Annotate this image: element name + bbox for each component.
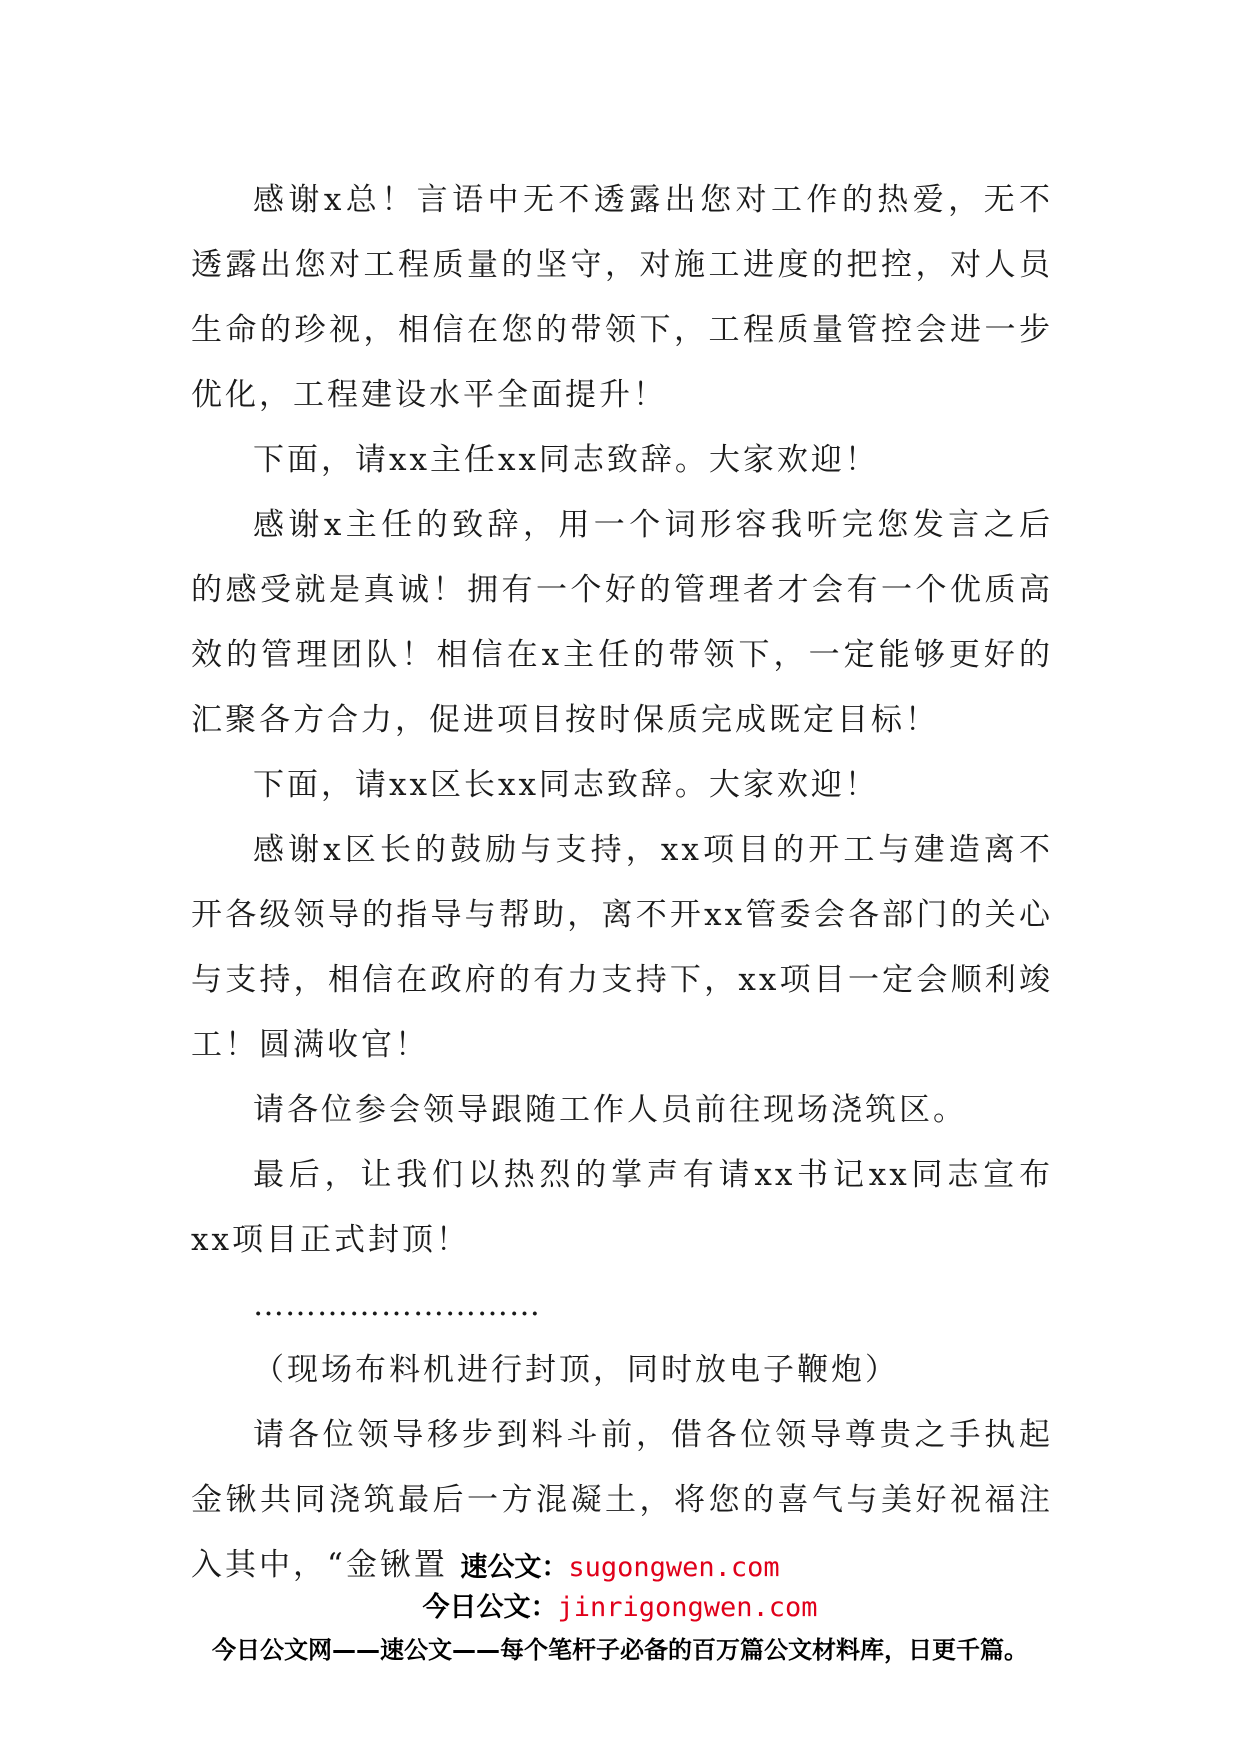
footer-slogan: 今日公文网——速公文——每个笔杆子必备的百万篇公文材料库，日更千篇。 <box>212 1636 1028 1664</box>
paragraph-2: 下面，请xx主任xx同志致辞。大家欢迎！ <box>253 442 879 478</box>
stage-direction: （现场布料机进行封顶，同时放电子鞭炮） <box>253 1352 899 1388</box>
footer-sugongwen-label: 速公文： <box>460 1552 569 1583</box>
footer-jinrigongwen <box>0 1585 1240 1624</box>
footer-jinrigongwen-link[interactable]: jinrigongwen.com <box>557 1592 818 1623</box>
paragraph-3: 感谢x主任的致辞，用一个词形容我听完您发言之后的感受就是真诚！拥有一个好的管理者才会有一个优质高效的管理团队！相信在x主任的带领下，一定能够更好的汇聚各方合力，促进项目按时保质完成既定目标！ <box>191 507 1053 738</box>
footer-sugongwen <box>0 1545 1240 1584</box>
paragraph-8: 请各位领导移步到料斗前，借各位领导尊贵之手执起金锹共同浇筑最后一方混凝土，将您的喜气与美好祝福注入其中，“金锹置 <box>191 1417 1053 1583</box>
footer-jinrigongwen-label: 今日公文： <box>422 1592 558 1623</box>
footer-sugongwen-link[interactable]: sugongwen.com <box>568 1552 780 1583</box>
ellipsis-separator: ……………………… <box>253 1287 541 1323</box>
paragraph-4: 下面，请xx区长xx同志致辞。大家欢迎！ <box>253 767 879 803</box>
document-body <box>191 168 1053 1598</box>
paragraph-5: 感谢x区长的鼓励与支持，xx项目的开工与建造离不开各级领导的指导与帮助，离不开xx管委会各部门的关心与支持，相信在政府的有力支持下，xx项目一定会顺利竣工！圆满收官！ <box>191 832 1053 1063</box>
paragraph-1: 感谢x总！言语中无不透露出您对工作的热爱，无不透露出您对工程质量的坚守，对施工进度的把控，对人员生命的珍视，相信在您的带领下，工程质量管控会进一步优化，工程建设水平全面提升！ <box>191 182 1053 413</box>
paragraph-6: 请各位参会领导跟随工作人员前往现场浇筑区。 <box>253 1092 967 1128</box>
paragraph-7: 最后，让我们以热烈的掌声有请xx书记xx同志宣布xx项目正式封顶！ <box>191 1157 1053 1258</box>
